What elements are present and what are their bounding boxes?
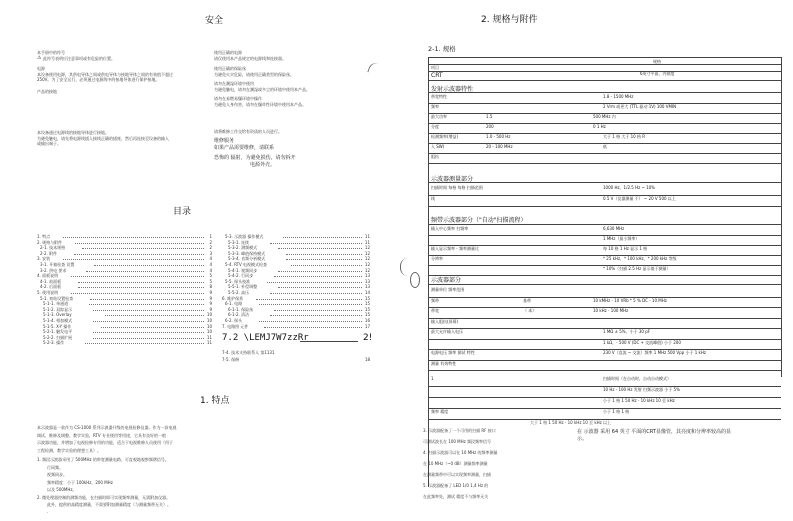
toc-entry-label: 6-1-1. 保险丝 — [228, 306, 254, 312]
toc-overlay-page: 2! — [363, 333, 373, 343]
toc-leader — [82, 248, 204, 249]
toc-entry[interactable] — [37, 340, 212, 346]
spec-value: 1000 Hz，1/2.5 Hz ~ 10% — [603, 185, 655, 190]
toc-entry-page: 11 — [206, 334, 212, 340]
toc-leader — [93, 332, 204, 333]
feature-line: 调试、维修及调整、教学实验，RTV 专业使用等用途，它具有良好的一般 — [37, 432, 166, 438]
toc-leader — [278, 248, 362, 249]
toc-overlay-rule — [300, 341, 358, 342]
toc-entry-label: 3. 安装 — [37, 256, 51, 262]
warning-text-1: 恐怖的 辐射，为避免损伤，请勿拆开 — [214, 154, 296, 161]
spec-label: 最大功率 — [431, 114, 447, 119]
toc-entry-page: 14 — [364, 290, 370, 295]
toc-leader — [63, 259, 204, 260]
toc-entry-label: 5-5-1. 补偿调整 — [228, 284, 258, 290]
toc-leader — [274, 310, 362, 311]
toc-entry-page: 17 — [364, 323, 370, 329]
table-header-spec: 规格 — [653, 59, 661, 64]
spec-label: 线 — [431, 196, 435, 201]
toc-entry-page: 2 — [209, 245, 212, 251]
safety-item: 为避免火灾危险，请使用正确类型的保险丝。 — [214, 71, 294, 77]
spec-value: 大于 1 格 大于 10 格 R — [603, 134, 646, 139]
toc-entry-page: 12 — [364, 250, 370, 256]
spec-value: 1 kΩ，- 500 V (DC + 交流峰值) 小于 200 — [603, 339, 681, 345]
spec-value: 230 V（直流 ~ 交流）频率 1 MHz 500 Vpp 小于 1 kHz — [603, 350, 706, 355]
toc-entry-label: 4. 面板说明 — [37, 273, 59, 279]
toc-extra-2-page: 18 — [365, 357, 371, 362]
toc-entry[interactable] — [222, 324, 370, 330]
toc-entry-label: 5-1-5. X-Y 操作 — [43, 323, 72, 329]
feature-line: 频率精度：小于 100kHz，200 MHz — [47, 479, 113, 485]
power-heading: 电源 — [37, 66, 45, 71]
spec-label: 测量单位 频率范围 — [431, 287, 465, 292]
toc-entry-label: 5-3-2. 测频模式 — [228, 245, 258, 251]
service-heading: 维修服务 — [214, 137, 235, 144]
toc-entry-label: 5-2-2. 扫描扩展 — [43, 334, 73, 340]
spec-value: 扫描时间（在自动时，自动自动模式） — [603, 376, 671, 381]
spec-value: （ 本） — [523, 308, 537, 313]
toc-entry-label: 5-1-1. 单通道 — [43, 301, 69, 307]
toc-leader — [259, 304, 362, 305]
toc-leader — [105, 315, 204, 316]
spec-label: 检测频率(增益) — [431, 134, 459, 139]
toc-title: 目录 — [173, 207, 192, 217]
spec-label: 1 — [431, 376, 434, 381]
toc-entry-page: 8 — [209, 284, 212, 290]
spec-mid: 1.0 - 500 Hz — [486, 134, 511, 139]
spec-value-2: 500 MHz 内 — [593, 114, 616, 119]
toc-entry-page: 5 — [209, 273, 212, 279]
table-rule — [428, 163, 781, 164]
toc-overlay-text: 7.2 \LEMJ7W7zzRr — [222, 333, 309, 343]
spec-label: 入 SW) — [431, 144, 445, 149]
toc-entry-label: 4-2. 后面板 — [40, 284, 62, 290]
toc-entry-page: 13 — [364, 284, 370, 290]
toc-entry-page: 13 — [364, 273, 370, 279]
toc-entry-label: 2. 规格与附件 — [37, 239, 63, 245]
toc-entry-page: 9 — [209, 306, 212, 312]
spec-value: 1 MHz（最小频率） — [603, 236, 640, 241]
toc-leader — [256, 299, 362, 300]
note-right-text-2: 示。 — [577, 436, 588, 442]
toc-entry-label: 6-1. 电路 — [225, 301, 243, 307]
vertical-section-title: 发射示波器特性 — [431, 86, 474, 93]
toc-entry-label: 5-1-4. 相加模式 — [43, 318, 73, 323]
spec-label: 分度 — [431, 124, 439, 129]
table-rule — [428, 318, 781, 319]
note-item: 4. 扫描示波器可以在 10 MHz 的频率测量 — [423, 450, 498, 455]
toc-entry-label: 5-3. 示波器 操作模式 — [225, 234, 264, 239]
power-text-1: 本设备使用电源，其供电导体之间或供电导体与接地导体之间的有效值不超过 — [37, 71, 173, 77]
spec-label: 输入显示频率 - 频率测量比 — [431, 246, 479, 251]
toc-entry-label: 2-2. 附件 — [40, 250, 58, 256]
spec-value: 小于 1 格 1 50 Hz - 10 kHz 10 至 kHz — [603, 398, 675, 403]
spec-label: 输入中心频率 扫频率 — [431, 226, 469, 231]
toc-entry-label: 7. 电路图 元件 — [222, 323, 249, 329]
spec-value: 2 Vrm 或更大 (TTL 驱动 1V) 100 VMIN — [603, 104, 677, 109]
toc-leader — [71, 293, 204, 294]
safety-symbol-heading: 本手册中的符号 — [37, 50, 65, 55]
toc-leader — [270, 293, 362, 294]
service-text: 如果产品需要维修，请联系 — [214, 144, 275, 151]
left-page — [0, 0, 396, 521]
toc-entry-page: 9 — [209, 290, 212, 295]
table-header-item: 项目 — [431, 65, 439, 70]
toc-entry-page: 4 — [209, 262, 212, 267]
toc-entry-page: 2 — [209, 239, 212, 245]
toc-entry-label: 5-3-4. 音频分析模式 — [228, 256, 266, 262]
toc-entry-label: 6. 维护保养 — [222, 295, 244, 301]
note-item: 可测试波长在 100 MHz 频段频率信号 — [423, 439, 492, 444]
toc-leader — [278, 271, 362, 272]
spec-value: 小于 1 格 1 格 — [603, 409, 630, 414]
spec-label: 频率 — [431, 104, 439, 109]
spec-value: 每 10 格 1 Hz 显示 1 格 — [603, 246, 648, 251]
toc-leader — [259, 321, 362, 322]
toc-entry-page: 12 — [364, 245, 370, 251]
spec-value: 1 MΩ ± 5%，小于 30 pF — [603, 329, 651, 334]
safety-item: 请仅使用本产品规定的电源线和连接器。 — [214, 55, 286, 61]
toc-entry-label: 6-2. 探头 — [225, 318, 243, 323]
table-rule — [428, 360, 781, 361]
feature-line: · — [47, 509, 49, 515]
toc-leader — [75, 243, 204, 244]
feature-line: 视频同步。 — [47, 472, 67, 477]
toc-leader — [93, 310, 204, 311]
toc-entry-page: 9 — [209, 301, 212, 307]
spec-label: 输入阻抗(屏幕) — [431, 318, 459, 324]
spec-mid: 1.5 — [486, 114, 493, 119]
toc-entry-label: 5-1. 初始设置检查 — [40, 295, 74, 301]
feature-line: 行同频。 — [47, 464, 63, 470]
toc-entry-label: 5-3-3. 峰值保持模式 — [228, 250, 266, 256]
feature-line: 1. 频段示波器采用了 500MHz 的带宽测量电路，可直观地观察频谱信号。 — [37, 457, 169, 462]
table-rule — [428, 370, 781, 371]
toc-entry-label: 4-1. 前面板 — [40, 278, 62, 284]
toc-extra-2: 7-5. 保修 — [222, 357, 240, 362]
spec-value: 基带 — [523, 297, 531, 303]
toc-entry-page: 10 — [206, 318, 212, 323]
spec-value: * 10%（扫描 2.5 Hz 显示低于测量） — [603, 266, 671, 271]
feature-line: 示波器功能，并增加了电视检修专用的功能，适合于电视维修人员使用（用于 — [37, 440, 173, 445]
toc-entry-label: 5-5-2. 高压 — [228, 290, 250, 295]
spec-label: 最大允许输入电压 — [431, 329, 463, 334]
toc-entry-label: 5-2-3. 操作 — [43, 340, 65, 346]
toc-extra-1: 7-4. 技术支持联系人 第1131 — [222, 350, 275, 355]
toc-entry-label: 5-1-3. Overlay — [43, 312, 72, 318]
toc-entry-label: 5-2-1. 触发电平 — [43, 329, 73, 335]
grounding-heading: 产品的接地 — [37, 88, 57, 94]
toc-entry-label: 3-2. 供电 要求 — [40, 267, 67, 273]
toc-leader — [283, 237, 362, 238]
safety-item: 请将维修工作交给有资质的人员进行。 — [214, 129, 282, 134]
toc-entry-page: 15 — [364, 295, 370, 301]
safety-symbol-desc: ⚠ 此符号表明应注意事项或有危险的位置。 — [37, 54, 115, 61]
toc-leader — [63, 237, 204, 238]
warning-text-2: 电源外壳。 — [250, 161, 276, 168]
safety-item: 为避免人身伤害，请勿在爆炸性环境中使用本产品。 — [214, 101, 306, 107]
toc-entry-label: 5-4-2. 行同步 — [228, 273, 254, 279]
toc-entry-page: 3 — [209, 250, 212, 256]
grounding-text-1: 本设备通过电源线的接地导体进行接地。 — [37, 130, 109, 135]
spec-value: 0.5 V（仪器测量 不） ~ 20 V 500 以上 — [603, 196, 676, 201]
toc-leader — [270, 315, 362, 316]
toc-entry-page: 11 — [206, 340, 212, 346]
toc-entry-label: 5-1-2. 双踪显示 — [43, 306, 73, 312]
feature-line: 以及 500MHz。 — [47, 487, 77, 492]
note-small-mid: 大于 1 格 1 50 Hz - 10 kHz 10 至 kHz 以上 — [530, 420, 612, 425]
toc-entry-page: 12 — [364, 256, 370, 262]
safety-column-2 — [214, 50, 374, 169]
crt-label: CRT — [431, 72, 443, 79]
safety-title: 安全 — [205, 16, 224, 26]
toc-entry-page: 13 — [364, 278, 370, 284]
spec-value-2: 0 1 Hz — [593, 124, 606, 129]
specs-subtitle: 2-1. 规格 — [428, 45, 456, 53]
sweep-section-title: 示波器测量部分 — [431, 176, 474, 183]
toc-leader — [286, 259, 362, 260]
toc-leader — [93, 321, 204, 322]
toc-leader — [264, 327, 362, 328]
toc-leader — [278, 287, 362, 288]
toc-leader — [270, 243, 362, 244]
warning-icon: ⚠ — [37, 54, 42, 61]
grounding-text-2: 为避免触电，请先将电源线插入接线正确的插座，然后再连接至设备的输入 — [37, 135, 169, 141]
spec-label: 分辨率 — [431, 256, 443, 261]
specs-title: 2. 规格与附件 — [481, 15, 538, 25]
safety-item: 使用正确的保险丝 — [214, 66, 246, 71]
toc-entry-page: 5 — [209, 278, 212, 284]
toc-entry-page: 10 — [206, 329, 212, 335]
toc-entry-page: 9 — [209, 295, 212, 301]
toc-entry-page: 4 — [209, 267, 212, 273]
safety-item: 请勿在潮湿环境中使用 — [214, 81, 254, 86]
toc-leader — [94, 265, 204, 266]
toc-entry-label: 3-1. 开箱检查 设置 — [40, 262, 75, 267]
toc-leader — [78, 282, 204, 283]
toc-leader — [89, 304, 204, 305]
feature-line: 2. 微处理器控制的测频功能，在扫描时即可实现频率测量，无需附加仪器。 — [37, 494, 171, 500]
toc-entry-label: 2-1. 技术规格 — [40, 245, 66, 251]
note-item: 5. 示波器配备了 LED 1/0 1,4 Hz 的 — [423, 483, 489, 488]
toc-entry-page: 15 — [364, 312, 370, 318]
toc-entry-label: 5. 使用说明 — [37, 290, 59, 295]
toc-entry-label: 6-1-2. 清洁 — [228, 312, 250, 318]
note-right-text-1: 在 示波器 采用 64 英寸 平面的CRT显像管，其亮度和分辨率较高的显 — [577, 429, 731, 435]
toc-entry-page: 12 — [364, 267, 370, 273]
spec-label: 频率 精度 — [431, 409, 449, 414]
note-item: 在此频率处，测试 精度不与频率无关 — [423, 494, 489, 499]
features-title: 1. 特点 — [200, 396, 230, 406]
spec-mid: 20 - 100 MHz — [486, 144, 513, 149]
toc-leader — [74, 254, 204, 255]
spec-mid: 200 — [486, 124, 494, 129]
spec-label: 带宽特性 — [431, 94, 447, 99]
feature-line: 工程检测，教学实验的理想工具）。 — [37, 447, 101, 453]
safety-item: 为避免触电，请勿在潮湿或多尘的环境中使用本产品。 — [214, 86, 310, 92]
toc-entry-page: 16 — [364, 318, 370, 323]
spec-value-2: 10 kHz - 100 MHz — [593, 308, 629, 313]
note-item: 3. 示波器配备了一个可用的扫描 RF 接口 — [423, 428, 496, 433]
measure-section-title: 示波器部分 — [431, 277, 462, 284]
power-text-2: 250V。为了安全运行，必须通过电源线中的接地导体进行保护接地。 — [37, 77, 160, 82]
spec-label: 频带 — [431, 297, 439, 303]
toc-leader — [267, 282, 362, 283]
toc-entry-label: 5-4. RTV 电视模式检查 — [225, 262, 268, 267]
toc-leader — [71, 276, 204, 277]
toc-entry-label: 5-5. 探头校准 — [225, 278, 251, 284]
grounding-text-3: 或输出端子。 — [37, 141, 61, 146]
toc-leader — [85, 343, 204, 344]
toc-leader — [78, 287, 204, 288]
crt-value: 6英寸平面，内刻度 — [640, 71, 675, 76]
toc-entry-page: 10 — [206, 323, 212, 329]
toc-leader — [93, 338, 204, 339]
toc-entry-page: 11 — [364, 234, 370, 239]
toc-leader — [101, 327, 204, 328]
safety-item: 使用正确的电源 — [214, 50, 242, 55]
safety-column-1 — [37, 50, 197, 147]
table-rule — [428, 275, 781, 276]
toc-entry-page: 1 — [209, 234, 212, 239]
spec-value: 6,630 MHz — [603, 226, 625, 231]
toc-leader — [90, 299, 204, 300]
table-rule — [428, 206, 781, 207]
toc-entry-page: 11 — [364, 239, 370, 245]
toc-entry-page: 12 — [364, 262, 370, 267]
toc-leader — [274, 276, 362, 277]
spec-label: 电源电压 频率 测试 特性 — [431, 350, 475, 355]
toc-entry-label: 5-4-1. 视频同步 — [228, 267, 258, 273]
spec-value-2: 10 kMHz - 10 VRb * 5 % DC - 10 MHz — [593, 297, 667, 303]
spec-value: 1.8 - 1500 MHz — [603, 94, 634, 99]
toc-entry-label: 5-3-1. 连续 — [228, 239, 250, 245]
spec-label: 测量 有效特性 — [431, 360, 457, 366]
crease-mark — [410, 272, 420, 288]
spec-label: 扫描时间 每格 每格 扫描范围 — [431, 185, 483, 190]
spec-value: 10 Hz - 100 Hz 发射 扫频示波器 小于 5% — [603, 387, 680, 392]
toc-entry-page: 10 — [206, 312, 212, 318]
trigger-section-title: 频带示波器部分（"自动"扫描流程） — [431, 217, 527, 224]
safety-item: 请勿在易燃易爆环境中操作 — [214, 96, 262, 101]
note-item: 在 10 MHz（~0 dB）测量频率测量 — [423, 461, 488, 466]
spec-value: * 25 kHz，* 100 kHz，* 200 kHz 等级 — [603, 256, 677, 261]
toc-entry-label: 1. 特点 — [37, 234, 51, 239]
right-page — [420, 0, 793, 521]
toc-entry-page: 4 — [209, 256, 212, 262]
toc-entry-page: 15 — [364, 306, 370, 312]
spec-value: 低 — [603, 144, 607, 149]
toc-leader — [291, 265, 362, 266]
toc-leader — [86, 271, 204, 272]
note-item: 在测量频带中可以实现频率测量，扫描 — [423, 472, 491, 477]
toc-leader — [286, 254, 362, 255]
table-rule — [428, 153, 781, 154]
spec-label: 阻抗 — [431, 154, 439, 159]
spec-label: 带宽 — [431, 308, 439, 313]
toc-entry-page: 15 — [364, 301, 370, 307]
toc-entry[interactable] — [37, 312, 212, 317]
feature-line: 本示波器是一款作为 CS-1000 系列示波器升级的电视检修仪器。作为一款电视 — [37, 425, 177, 430]
feature-line: 此外，提供的高精度测量，不需要附加测量精度（与测量频带无关）。 — [47, 502, 171, 507]
crease-mark — [400, 258, 409, 276]
